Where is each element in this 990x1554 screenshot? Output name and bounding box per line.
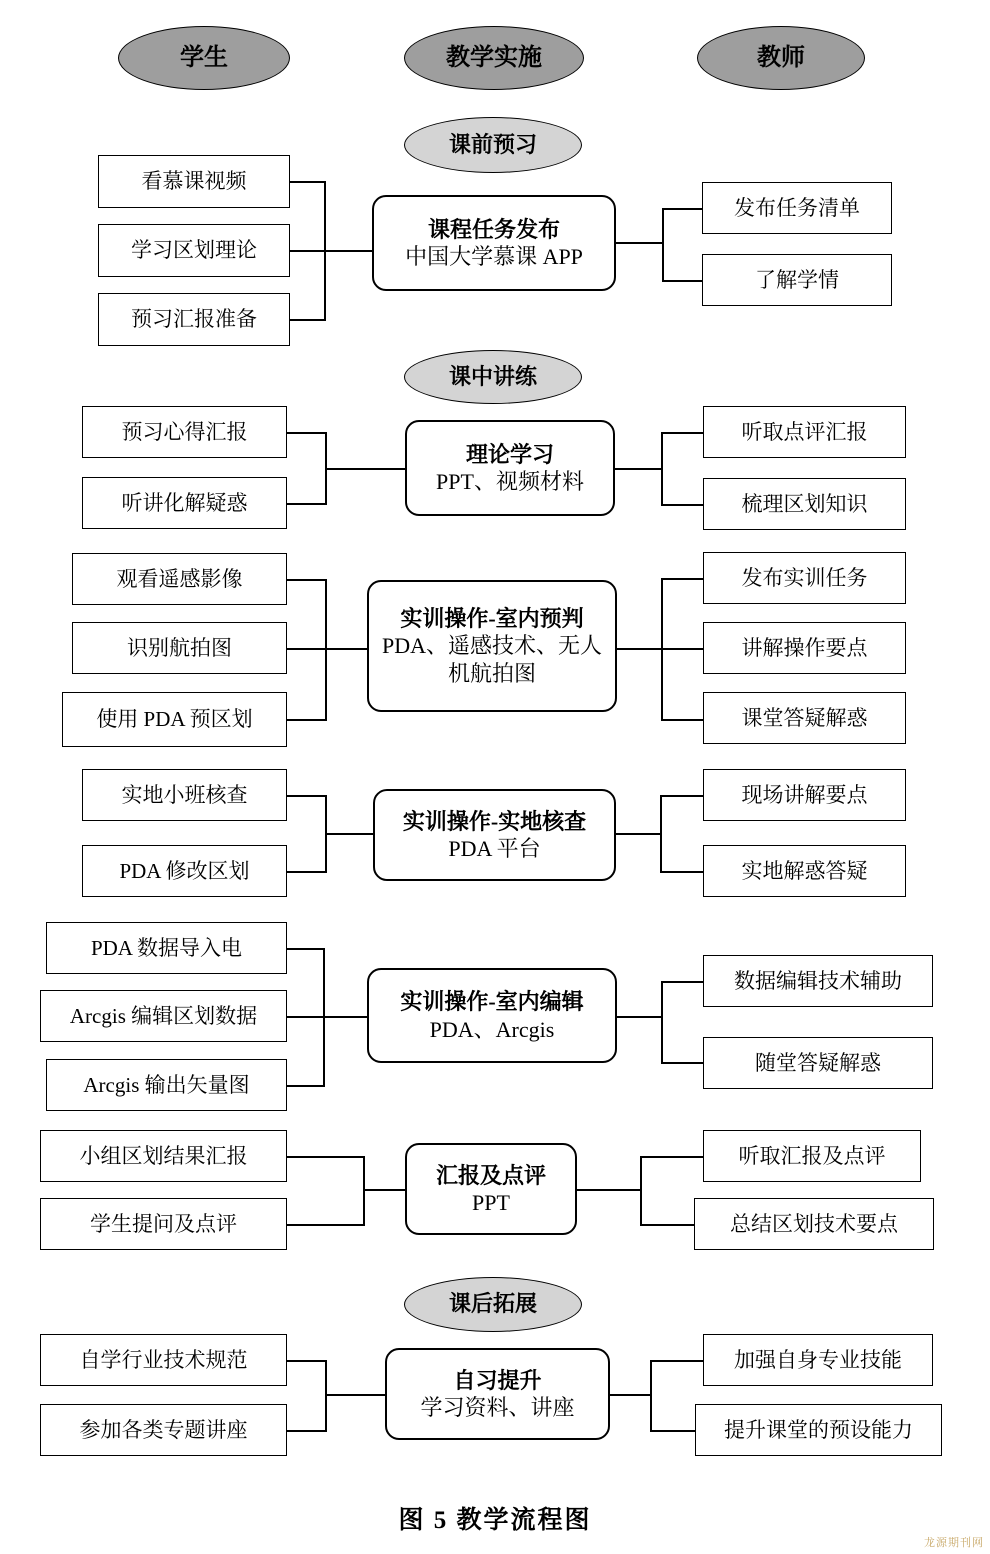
center-stage-subtitle: 学习资料、讲座 <box>420 1395 575 1420</box>
connector <box>290 319 326 321</box>
column-header-teacher-label: 教师 <box>757 44 805 71</box>
center-stage-box <box>373 789 616 881</box>
student-activity-label: 参加各类专题讲座 <box>79 1417 248 1442</box>
teacher-activity-box <box>703 1130 921 1182</box>
center-stage-title: 自习提升 <box>453 1367 542 1393</box>
student-activity-label: 预习心得汇报 <box>121 419 248 444</box>
teacher-activity-box <box>703 769 906 821</box>
connector <box>661 1062 703 1064</box>
connector <box>650 1430 695 1432</box>
student-activity-label: 识别航拍图 <box>127 635 232 660</box>
center-stage-box <box>367 968 617 1063</box>
connector <box>616 242 664 244</box>
student-activity-label: PDA 修改区划 <box>119 858 250 883</box>
teacher-activity-label: 听取汇报及点评 <box>738 1143 886 1168</box>
teacher-activity-label: 现场讲解要点 <box>741 782 868 807</box>
teacher-activity-box <box>703 478 906 530</box>
teacher-activity-box <box>703 622 906 674</box>
watermark <box>924 1534 984 1550</box>
teacher-activity-label: 实地解惑答疑 <box>741 858 868 883</box>
connector <box>287 1156 365 1158</box>
phase-label-pre-class-text: 课前预习 <box>448 131 537 157</box>
student-activity-box <box>72 553 287 605</box>
connector <box>363 1156 365 1226</box>
connector <box>287 648 367 650</box>
teacher-activity-label: 加强自身专业技能 <box>734 1347 902 1372</box>
center-stage-subtitle: PDA、遥感技术、无人机航拍图 <box>381 633 602 686</box>
connector <box>610 1394 652 1396</box>
connector <box>661 981 663 1064</box>
connector <box>325 579 327 720</box>
student-activity-label: PDA 数据导入电 <box>90 935 243 960</box>
connector <box>325 1360 327 1432</box>
connector <box>287 795 327 797</box>
connector <box>325 833 373 835</box>
connector <box>287 503 327 505</box>
connector <box>661 648 703 650</box>
connector <box>287 579 327 581</box>
center-stage-title: 理论学习 <box>465 441 554 467</box>
student-activity-box <box>82 477 287 529</box>
center-stage-subtitle: PDA、Arcgis <box>429 1016 555 1042</box>
student-activity-box <box>40 990 287 1042</box>
student-activity-box <box>46 922 287 974</box>
student-activity-box <box>46 1059 287 1111</box>
column-header-implementation <box>404 26 584 90</box>
connector <box>650 1360 703 1362</box>
teacher-activity-box <box>702 182 892 234</box>
student-activity-box <box>62 692 287 747</box>
student-activity-label: 看慕课视频 <box>141 169 247 194</box>
column-header-students <box>118 26 290 90</box>
teacher-activity-box <box>703 1334 933 1386</box>
connector <box>290 250 372 252</box>
student-activity-box <box>82 845 287 897</box>
student-activity-label: 听讲化解疑惑 <box>121 490 248 515</box>
connector <box>287 1224 365 1226</box>
connector <box>577 1189 642 1191</box>
connector <box>325 1394 385 1396</box>
teacher-activity-box <box>703 845 906 897</box>
connector <box>287 719 327 721</box>
teacher-activity-label: 随堂答疑解惑 <box>755 1050 881 1075</box>
center-stage-title: 实训操作-室内编辑 <box>400 989 584 1014</box>
connector <box>363 1189 405 1191</box>
connector <box>287 948 325 950</box>
student-activity-label: Arcgis 编辑区划数据 <box>69 1003 258 1028</box>
center-stage-box <box>405 1143 577 1235</box>
center-stage-box <box>405 420 615 516</box>
student-activity-box <box>82 406 287 458</box>
center-stage-subtitle: 中国大学慕课 APP <box>405 244 583 269</box>
phase-label-pre-class <box>404 117 582 173</box>
connector <box>661 719 703 721</box>
teacher-activity-box <box>703 552 906 604</box>
figure-caption <box>0 1500 990 1536</box>
connector <box>662 208 702 210</box>
connector <box>290 181 326 183</box>
connector <box>287 1016 367 1018</box>
student-activity-label: 使用 PDA 预区划 <box>96 707 253 732</box>
teacher-activity-box <box>702 254 892 306</box>
student-activity-box <box>82 769 287 821</box>
phase-label-post-class-text: 课后拓展 <box>448 1291 537 1317</box>
connector <box>287 432 327 434</box>
connector <box>323 948 325 1087</box>
teacher-activity-label: 讲解操作要点 <box>741 635 868 660</box>
connector <box>325 468 405 470</box>
connector <box>661 981 703 983</box>
figure-caption-text: 图 5 教学流程图 <box>398 1507 592 1534</box>
phase-label-in-class-text: 课中讲练 <box>448 363 537 389</box>
student-activity-box <box>72 622 287 674</box>
student-activity-label: 实地小班核查 <box>121 782 248 807</box>
connector <box>287 1085 325 1087</box>
teacher-activity-box <box>703 955 933 1007</box>
student-activity-box <box>40 1130 287 1182</box>
teacher-activity-box <box>703 692 906 744</box>
connector <box>617 648 663 650</box>
connector <box>640 1156 703 1158</box>
connector <box>661 578 703 580</box>
teacher-activity-box <box>703 406 906 458</box>
connector <box>661 504 703 506</box>
connector <box>640 1156 642 1226</box>
student-activity-box <box>98 224 290 277</box>
connector <box>660 871 703 873</box>
connector <box>660 795 662 873</box>
student-activity-label: 学习区划理论 <box>131 238 257 263</box>
center-stage-box <box>372 195 616 291</box>
student-activity-box <box>98 293 290 346</box>
column-header-implementation-label: 教学实施 <box>446 44 542 71</box>
student-activity-box <box>40 1198 287 1250</box>
teacher-activity-box <box>694 1198 934 1250</box>
center-stage-title: 汇报及点评 <box>435 1162 546 1188</box>
column-header-teacher <box>697 26 865 90</box>
connector <box>324 181 326 321</box>
teacher-activity-label: 听取点评汇报 <box>741 419 868 444</box>
teacher-activity-label: 提升课堂的预设能力 <box>724 1417 913 1442</box>
connector <box>615 468 663 470</box>
connector <box>616 833 662 835</box>
phase-label-in-class <box>404 350 582 404</box>
center-stage-box <box>385 1348 610 1440</box>
center-stage-subtitle: PDA 平台 <box>448 836 541 861</box>
center-stage-box <box>367 580 617 712</box>
watermark-text: 龙源期刊网 <box>924 1537 984 1549</box>
connector <box>287 1360 327 1362</box>
teacher-activity-label: 梳理区划知识 <box>741 491 868 516</box>
student-activity-label: 观看遥感影像 <box>116 566 243 591</box>
student-activity-label: 小组区划结果汇报 <box>79 1143 248 1168</box>
teacher-activity-box <box>695 1404 942 1456</box>
teacher-activity-label: 课堂答疑解惑 <box>741 705 868 730</box>
center-stage-subtitle: PPT <box>472 1190 510 1215</box>
connector <box>287 871 327 873</box>
center-stage-subtitle: PPT、视频材料 <box>436 469 584 494</box>
column-header-students-label: 学生 <box>180 44 228 71</box>
teacher-activity-label: 数据编辑技术辅助 <box>734 968 902 993</box>
connector <box>617 1016 663 1018</box>
student-activity-box <box>40 1404 287 1456</box>
teacher-activity-box <box>703 1037 933 1089</box>
teacher-activity-label: 发布任务清单 <box>734 195 860 220</box>
connector <box>661 432 703 434</box>
teacher-activity-label: 发布实训任务 <box>741 565 868 590</box>
connector <box>660 795 703 797</box>
connector <box>662 208 664 280</box>
connector <box>287 1430 327 1432</box>
center-stage-title: 课程任务发布 <box>427 216 560 242</box>
phase-label-post-class <box>404 1277 582 1332</box>
student-activity-label: 自学行业技术规范 <box>79 1347 248 1372</box>
connector <box>662 280 702 282</box>
student-activity-box <box>98 155 290 208</box>
student-activity-box <box>40 1334 287 1386</box>
teacher-activity-label: 总结区划技术要点 <box>730 1211 898 1236</box>
center-stage-title: 实训操作-室内预判 <box>400 605 584 631</box>
center-stage-title: 实训操作-实地核查 <box>402 808 587 834</box>
student-activity-label: Arcgis 输出矢量图 <box>83 1072 250 1097</box>
teacher-activity-label: 了解学情 <box>755 267 839 292</box>
connector <box>650 1360 652 1432</box>
student-activity-label: 预习汇报准备 <box>131 307 257 332</box>
connector <box>661 432 663 504</box>
student-activity-label: 学生提问及点评 <box>90 1211 237 1236</box>
